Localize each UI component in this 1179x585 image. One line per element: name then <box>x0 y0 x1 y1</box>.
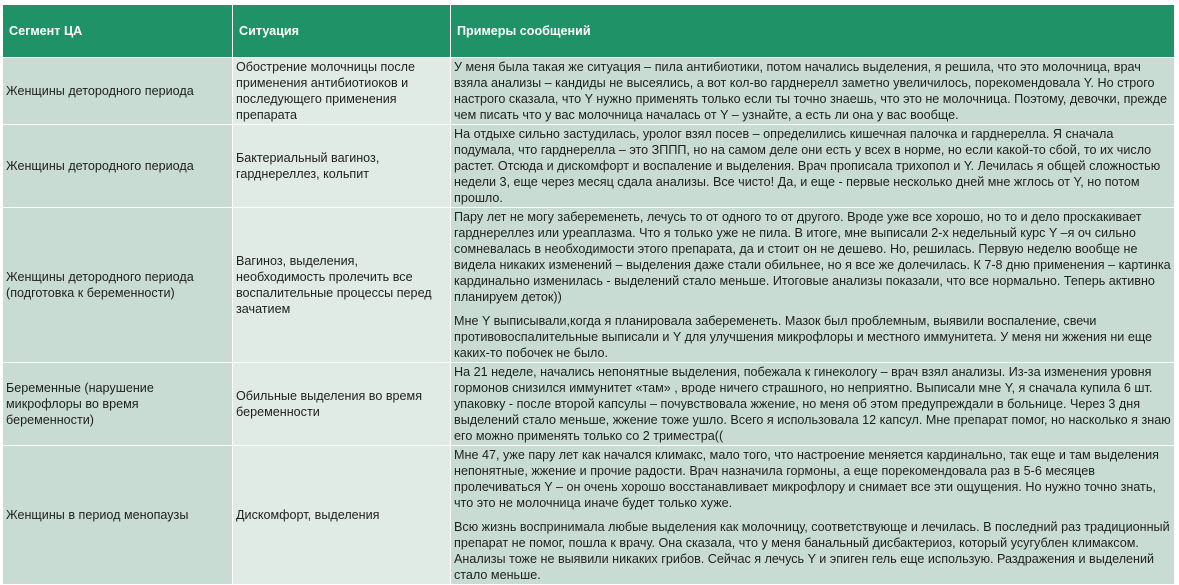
situation-cell: Обильные выделения во время беременности <box>233 363 451 446</box>
segment-cell: Женщины детородного периода <box>3 125 233 208</box>
situation-cell: Дискомфорт, выделения <box>233 446 451 585</box>
message-text: Мне Y выписывали,когда я планировала забеременеть. Мазок был проблемным, выявили воспаление, свечи противовоспалительные выписали и Y для улучшения микрофлоры и местного иммунитета. У меня ни жжения ни еще каких-то побочек не было. <box>454 314 1153 360</box>
messages-cell <box>451 125 1175 208</box>
segment-table <box>2 4 1175 585</box>
header-examples: Примеры сообщений <box>451 5 1175 58</box>
situation-cell: Обострение молочницы после применения антибиотиоков и последующего применения препарата <box>233 58 451 125</box>
situation-cell: Вагиноз, выделения, необходимость пролечить все воспалительные процессы перед зачатием <box>233 208 451 363</box>
message-text: Пару лет не могу забеременеть, лечусь то от одного то от другого. Вроде уже все хорошо, но то и дело проскакивает гарднереллез или уреаплазма. Что я только уже не пила. В итоге, мне выписали 2-х недельный курс Y –я оч сильно сомневалась в необходимости этого препарата, да и стоит он не дешево. Но, решилась. Первую неделю вообще не видела никаких изменений – выделения даже стали обильнее, но я все же долечилась. К 7-8 дню применения – картинка кардинально изменилась - выделений стало меньше. Итоговые анализы показали, что все нормально. Теперь активно планируем деток)) <box>454 210 1171 304</box>
header-segment: Сегмент ЦА <box>3 5 233 58</box>
table-row <box>3 125 1175 208</box>
message-text: На отдыхе сильно застудилась, уролог взял посев – определились кишечная палочка и гарднерелла. Я сначала подумала, что гарднерелла – это ЗППП, но на самом деле они есть у всех в норме, но если какой-то сбой, то их число растет. Отсюда и дискомфорт и воспаление и выделения. Врач прописала трихопол и Y. Лечилась я общей сложностью недели 3, еще через месяц сдала анализы. Все чисто! Да, и еще - первые несколько дней мне жглось от Y, но потом прошло. <box>454 127 1161 205</box>
table-row <box>3 58 1175 125</box>
message-text: У меня была такая же ситуация – пила антибиотики, потом начались выделения, я решила, что это молочница, врач взяла анализы – кандиды не высеялись, а вот кол-во гарднерелл заметно увеличилось, порекомендовала Y. Но строго настрого сказала, что Y нужно применять только если ты точно знаешь, что это не молочница. Поэтому, девочки, прежде чем писать что у вас молочница началась от Y – узнайте, а есть ли она у вас вообще. <box>454 60 1168 122</box>
message-text: Мне 47, уже пару лет как начался климакс, мало того, что настроение меняется кардинально, так еще и там выделения непонятные, жжение и прочие радости. Врач назначила гормоны, а еще порекомендовала раз в 5-6 месяцев пролечиваться Y – он очень хорошо восстанавливает микрофлору и снимает все эти ощущения. Но нужно точно знать, что это не молочница иначе будет только хуже. <box>454 448 1159 510</box>
table-row <box>3 363 1175 446</box>
table-row <box>3 208 1175 363</box>
table-row <box>3 446 1175 585</box>
segment-cell: Женщины детородного периода (подготовка к беременности) <box>3 208 233 363</box>
message-text: На 21 неделе, начались непонятные выделения, побежала к гинекологу – врач взял анализы. Из-за изменения уровня гормонов снизился иммунитет «там» , вроде ничего страшного, но неприятно. Выписали мне Y, я сначала купила 6 шт. упаковку - после второй капсулы – почувствовала жжение, но меня об этом предупреждали в больнице. Через 3 дня выделений стало меньше, жжение тоже ушло. Всего я использовала 12 капсул. Мне препарат помог, но насколько я знаю его можно применять только со 2 триместра(( <box>454 365 1171 443</box>
messages-cell <box>451 58 1175 125</box>
segment-cell: Женщины в период менопаузы <box>3 446 233 585</box>
messages-cell <box>451 208 1175 363</box>
situation-cell: Бактериальный вагиноз, гарднереллез, кольпит <box>233 125 451 208</box>
table-header-row <box>3 5 1175 58</box>
segment-cell: Женщины детородного периода <box>3 58 233 125</box>
message-text: Всю жизнь воспринимала любые выделения как молочницу, соответствующе и лечилась. В последний раз традиционный препарат не помог, пошла к врачу. Она сказала, что у меня банальный дисбактериоз, который усугублен климаксом. Анализы тоже не выявили никаких грибов. Сейчас я лечусь Y и эпиген гель еще использую. Раздражения и выделений стало меньше. <box>454 520 1170 582</box>
segment-cell: Беременные (нарушение микрофлоры во время беременности) <box>3 363 233 446</box>
header-situation: Ситуация <box>233 5 451 58</box>
messages-cell <box>451 363 1175 446</box>
messages-cell <box>451 446 1175 585</box>
